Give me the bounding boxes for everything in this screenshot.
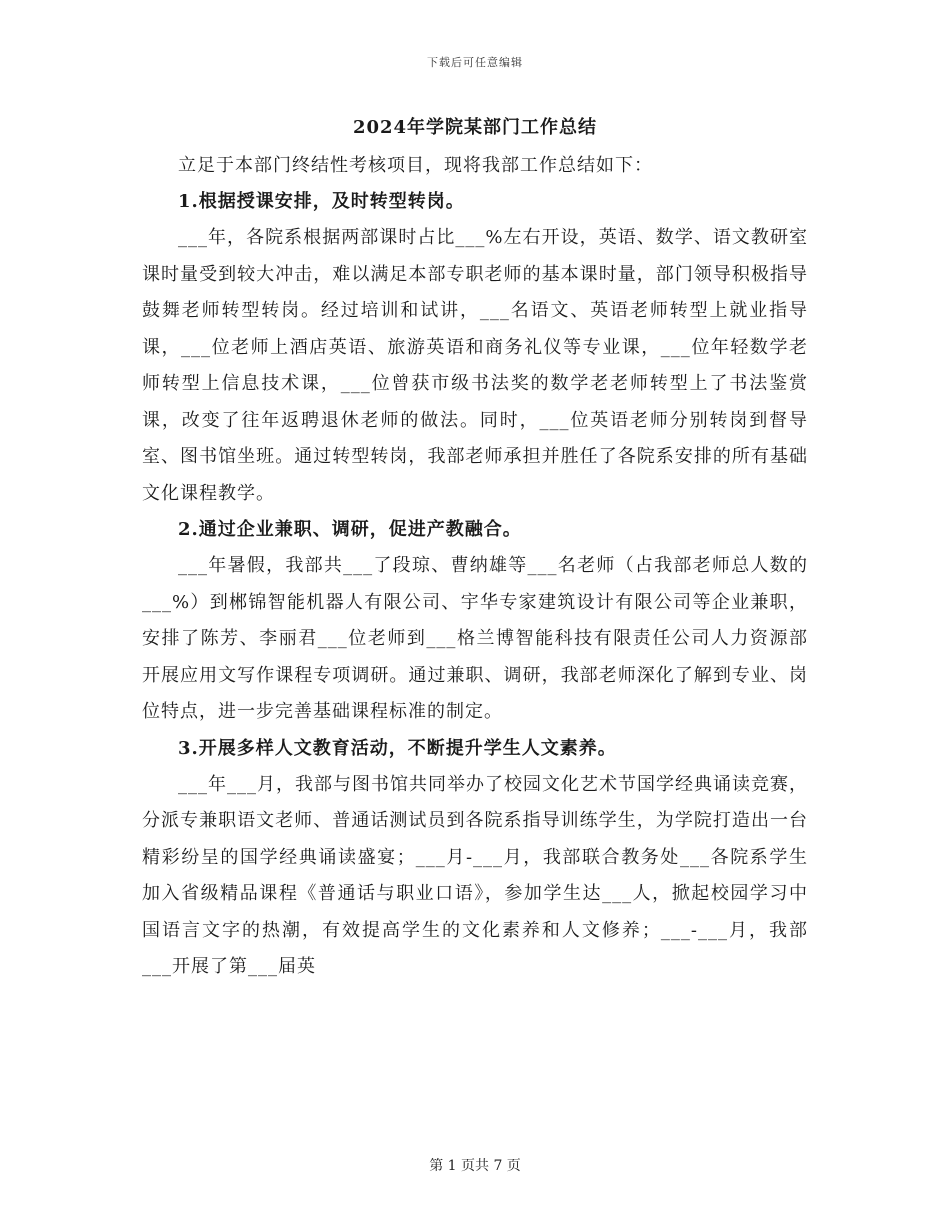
section-2 [142,512,808,731]
section-heading: 2.通过企业兼职、调研，促进产教融合。 [178,519,522,540]
document-content [142,112,808,986]
section-body: ___年暑假，我部共___了段琼、曹纳雄等___名老师（占我部老师总人数的___%）到郴锦智能机器人有限公司、宇华专家建筑设计有限公司等企业兼职，安排了陈芳、李丽君___位老师到___格兰博智能科技有限责任公司人力资源部开展应用文写作课程专项调研。通过兼职、调研，我部老师深化了解到专业、岗位特点，进一步完善基础课程标准的制定。 [142,555,808,722]
section-3 [142,731,808,986]
document-intro: 立足于本部门终结性考核项目，现将我部工作总结如下： [178,155,653,176]
header-note: 下载后可任意编辑 [427,56,523,69]
document-title: 2024年学院某部门工作总结 [352,117,598,138]
section-body: ___年，各院系根据两部课时占比___%左右开设，英语、数学、语文教研室课时量受到较大冲击，难以满足本部专职老师的基本课时量，部门领导积极指导鼓舞老师转型转岗。经过培训和试讲，___名语文、英语老师转型上就业指导课，___位老师上酒店英语、旅游英语和商务礼仪等专业课，___位年轻数学老师转型上信息技术课，___位曾获市级书法奖的数学老老师转型上了书法鉴赏课，改变了往年返聘退休老师的做法。同时，___位英语老师分别转岗到督导室、图书馆坐班。通过转型转岗，我部老师承担并胜任了各院系安排的所有基础文化课程教学。 [142,227,808,504]
section-heading: 1.根据授课安排，及时转型转岗。 [178,191,465,212]
section-heading: 3.开展多样人文教育活动，不断提升学生人文素养。 [178,737,617,759]
section-body: ___年___月，我部与图书馆共同举办了校园文化艺术节国学经典诵读竞赛，分派专兼职语文老师、普通话测试员到各院系指导训练学生，为学院打造出一台精彩纷呈的国学经典诵读盛宴；___月-___月，我部联合教务处___各院系学生加入省级精品课程《普通话与职业口语》，参加学生达___人，掀起校园学习中国语言文字的热潮，有效提高学生的文化素养和人文修养；___-___月，我部___开展了第___届英 [142,773,808,977]
page-footer: 第 1 页共 7 页 [429,1158,521,1174]
section-1 [142,184,808,512]
